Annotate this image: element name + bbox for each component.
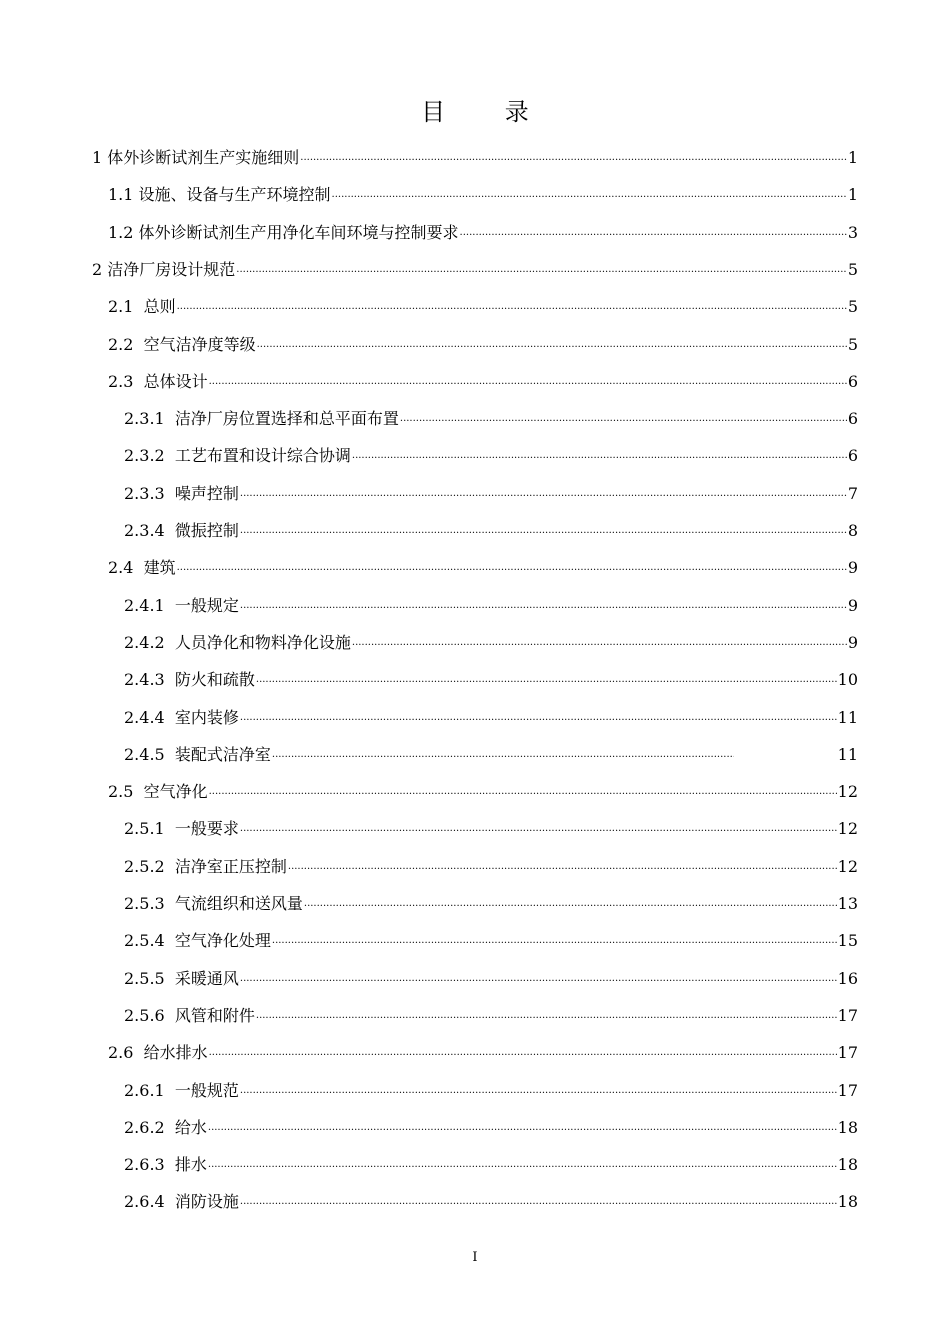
toc-entry-label: 2.5.2 洁净室正压控制: [124, 856, 287, 876]
dot-leader: [240, 488, 847, 500]
toc-entry[interactable]: [124, 480, 858, 504]
dot-leader: [209, 376, 847, 388]
toc-entry-page: 16: [837, 968, 858, 988]
toc-entry-label: 2.1 总则: [108, 297, 176, 317]
toc-entry[interactable]: [124, 1151, 858, 1175]
dot-leader: [256, 1010, 837, 1022]
dot-leader: [240, 712, 837, 724]
dot-leader: [352, 637, 847, 649]
dot-leader: [240, 600, 847, 612]
toc-entry-page: 12: [837, 856, 858, 876]
toc-entry[interactable]: [124, 815, 858, 839]
dot-leader: [400, 413, 847, 425]
toc-entry-page: 6: [847, 371, 858, 391]
toc-entry-label: 2.4.2 人员净化和物料净化设施: [124, 632, 351, 652]
toc-entry[interactable]: [124, 666, 858, 690]
toc-entry-label: 2.5.6 风管和附件: [124, 1005, 255, 1025]
toc-entry-label: 2.3 总体设计: [108, 371, 208, 391]
toc-entry[interactable]: [108, 181, 858, 205]
toc-entry[interactable]: [124, 592, 858, 616]
dot-leader: [209, 1047, 837, 1059]
toc-entry-label: 2.4.1 一般规定: [124, 595, 239, 615]
toc-entry-page: 6: [847, 409, 858, 429]
dot-leader: [352, 450, 847, 462]
toc-entry-page: 9: [847, 632, 858, 652]
dot-leader: [236, 264, 847, 276]
toc-entry-label: 2.3.2 工艺布置和设计综合协调: [124, 446, 351, 466]
toc-entry-label: 2.5.4 空气净化处理: [124, 931, 271, 951]
toc-entry-label: 2.6.4 消防设施: [124, 1192, 239, 1212]
dot-leader: [240, 973, 837, 985]
toc-entry-page: 5: [847, 334, 858, 354]
toc-entry-page: 18: [837, 1155, 858, 1175]
toc-entry[interactable]: [108, 368, 858, 392]
page-number-footer: I: [472, 1250, 478, 1265]
toc-entry[interactable]: [108, 554, 858, 578]
toc-entry-page: 18: [837, 1192, 858, 1212]
toc-entry-page: 7: [847, 483, 858, 503]
toc-entry[interactable]: [124, 629, 858, 653]
dot-leader: [208, 1159, 837, 1171]
toc-entry-label: 2.6.1 一般规范: [124, 1080, 239, 1100]
toc-entry-page: 17: [837, 1005, 858, 1025]
dot-leader: [209, 786, 837, 798]
toc-entry-page: 13: [837, 894, 858, 913]
toc-entry[interactable]: [108, 778, 858, 802]
toc-entry-label: 2.6.2 给水: [124, 1117, 207, 1137]
toc-entry[interactable]: [124, 1002, 858, 1026]
toc-entry-label: 1 体外诊断试剂生产实施细则: [92, 148, 300, 167]
toc-entry-page: 6: [847, 446, 858, 466]
dot-leader: [240, 1196, 837, 1208]
toc-entry-page: 11: [837, 707, 858, 727]
toc-entry-page: 9: [847, 595, 858, 615]
toc-entry-label: 2 洁净厂房设计规范: [92, 259, 236, 279]
toc-entry[interactable]: [92, 144, 858, 168]
toc-entry-label: 2.6 给水排水: [108, 1043, 208, 1063]
dot-leader: [300, 152, 847, 164]
dot-leader: [256, 674, 837, 686]
toc-entry-page: 17: [837, 1080, 858, 1100]
dot-leader: [257, 339, 847, 351]
toc-entry[interactable]: [124, 704, 858, 728]
toc-entry-page: 15: [837, 931, 858, 951]
toc-entry-label: 2.6.3 排水: [124, 1155, 207, 1175]
toc-entry-label: 2.5.3 气流组织和送风量: [124, 894, 303, 913]
toc-entry[interactable]: [124, 442, 858, 466]
toc-entry-label: 2.4.3 防火和疏散: [124, 670, 255, 690]
toc-entry[interactable]: [124, 1114, 858, 1138]
dot-leader: [272, 749, 734, 761]
toc-entry-label: 2.3.4 微振控制: [124, 521, 239, 540]
toc-entry-label: 2.4.5 装配式洁净室: [124, 744, 271, 764]
toc-entry[interactable]: [108, 331, 858, 355]
toc-entry-page: 8: [847, 521, 858, 540]
toc-entry[interactable]: [92, 256, 858, 280]
toc-entry-label: 2.5.5 采暖通风: [124, 968, 239, 988]
toc-entry[interactable]: [108, 1039, 858, 1063]
toc-entry-label: 2.4.4 室内装修: [124, 707, 239, 727]
toc-entry[interactable]: [124, 853, 858, 877]
dot-leader: [288, 861, 837, 873]
toc-entry-label: 2.2 空气洁净度等级: [108, 334, 256, 354]
toc-entry-page: 5: [847, 259, 858, 279]
toc-entry-page: 12: [837, 782, 858, 802]
toc-entry-label: 2.3.3 噪声控制: [124, 483, 239, 503]
toc-entry-page: 9: [847, 558, 858, 578]
dot-leader: [240, 525, 847, 537]
toc-entry-page: 1: [847, 148, 858, 167]
toc-entry[interactable]: [124, 1188, 858, 1212]
toc-entry-page: 5: [847, 297, 858, 317]
toc-entry[interactable]: [124, 741, 858, 765]
toc-entry[interactable]: [124, 965, 858, 989]
dot-leader: [240, 823, 837, 835]
toc-entry-label: 1.2 体外诊断试剂生产用净化车间环境与控制要求: [108, 222, 459, 242]
toc-entry[interactable]: [124, 1077, 858, 1101]
toc-entry[interactable]: [124, 927, 858, 951]
toc-entry-label: 2.5 空气净化: [108, 782, 208, 802]
dot-leader: [332, 189, 847, 201]
toc-entry-page: 1: [847, 185, 858, 205]
toc-entry-page: 12: [837, 819, 858, 839]
toc-entry-page: 18: [837, 1117, 858, 1137]
toc-title: 目 录: [421, 98, 555, 126]
toc-entry-page: 10: [837, 670, 858, 690]
dot-leader: [272, 935, 837, 947]
dot-leader: [240, 1085, 837, 1097]
dot-leader: [460, 227, 847, 239]
dot-leader: [177, 301, 847, 313]
toc-entry-page: 3: [847, 222, 858, 242]
toc-entry[interactable]: [124, 517, 858, 541]
toc-entry-label: 2.3.1 洁净厂房位置选择和总平面布置: [124, 409, 399, 429]
toc-entry[interactable]: [124, 405, 858, 429]
toc-entry-label: 2.5.1 一般要求: [124, 819, 239, 839]
toc-entry-label: 2.4 建筑: [108, 558, 176, 578]
dot-leader: [304, 898, 837, 910]
dot-leader: [208, 1122, 837, 1134]
toc-entry-label: 1.1 设施、设备与生产环境控制: [108, 185, 331, 205]
toc-entry-page: 17: [837, 1043, 858, 1063]
toc-entry[interactable]: [108, 219, 858, 243]
toc-entry-page: 11: [837, 744, 858, 764]
dot-leader: [177, 562, 847, 574]
toc-entry[interactable]: [124, 890, 858, 914]
toc-entry[interactable]: [108, 293, 858, 317]
